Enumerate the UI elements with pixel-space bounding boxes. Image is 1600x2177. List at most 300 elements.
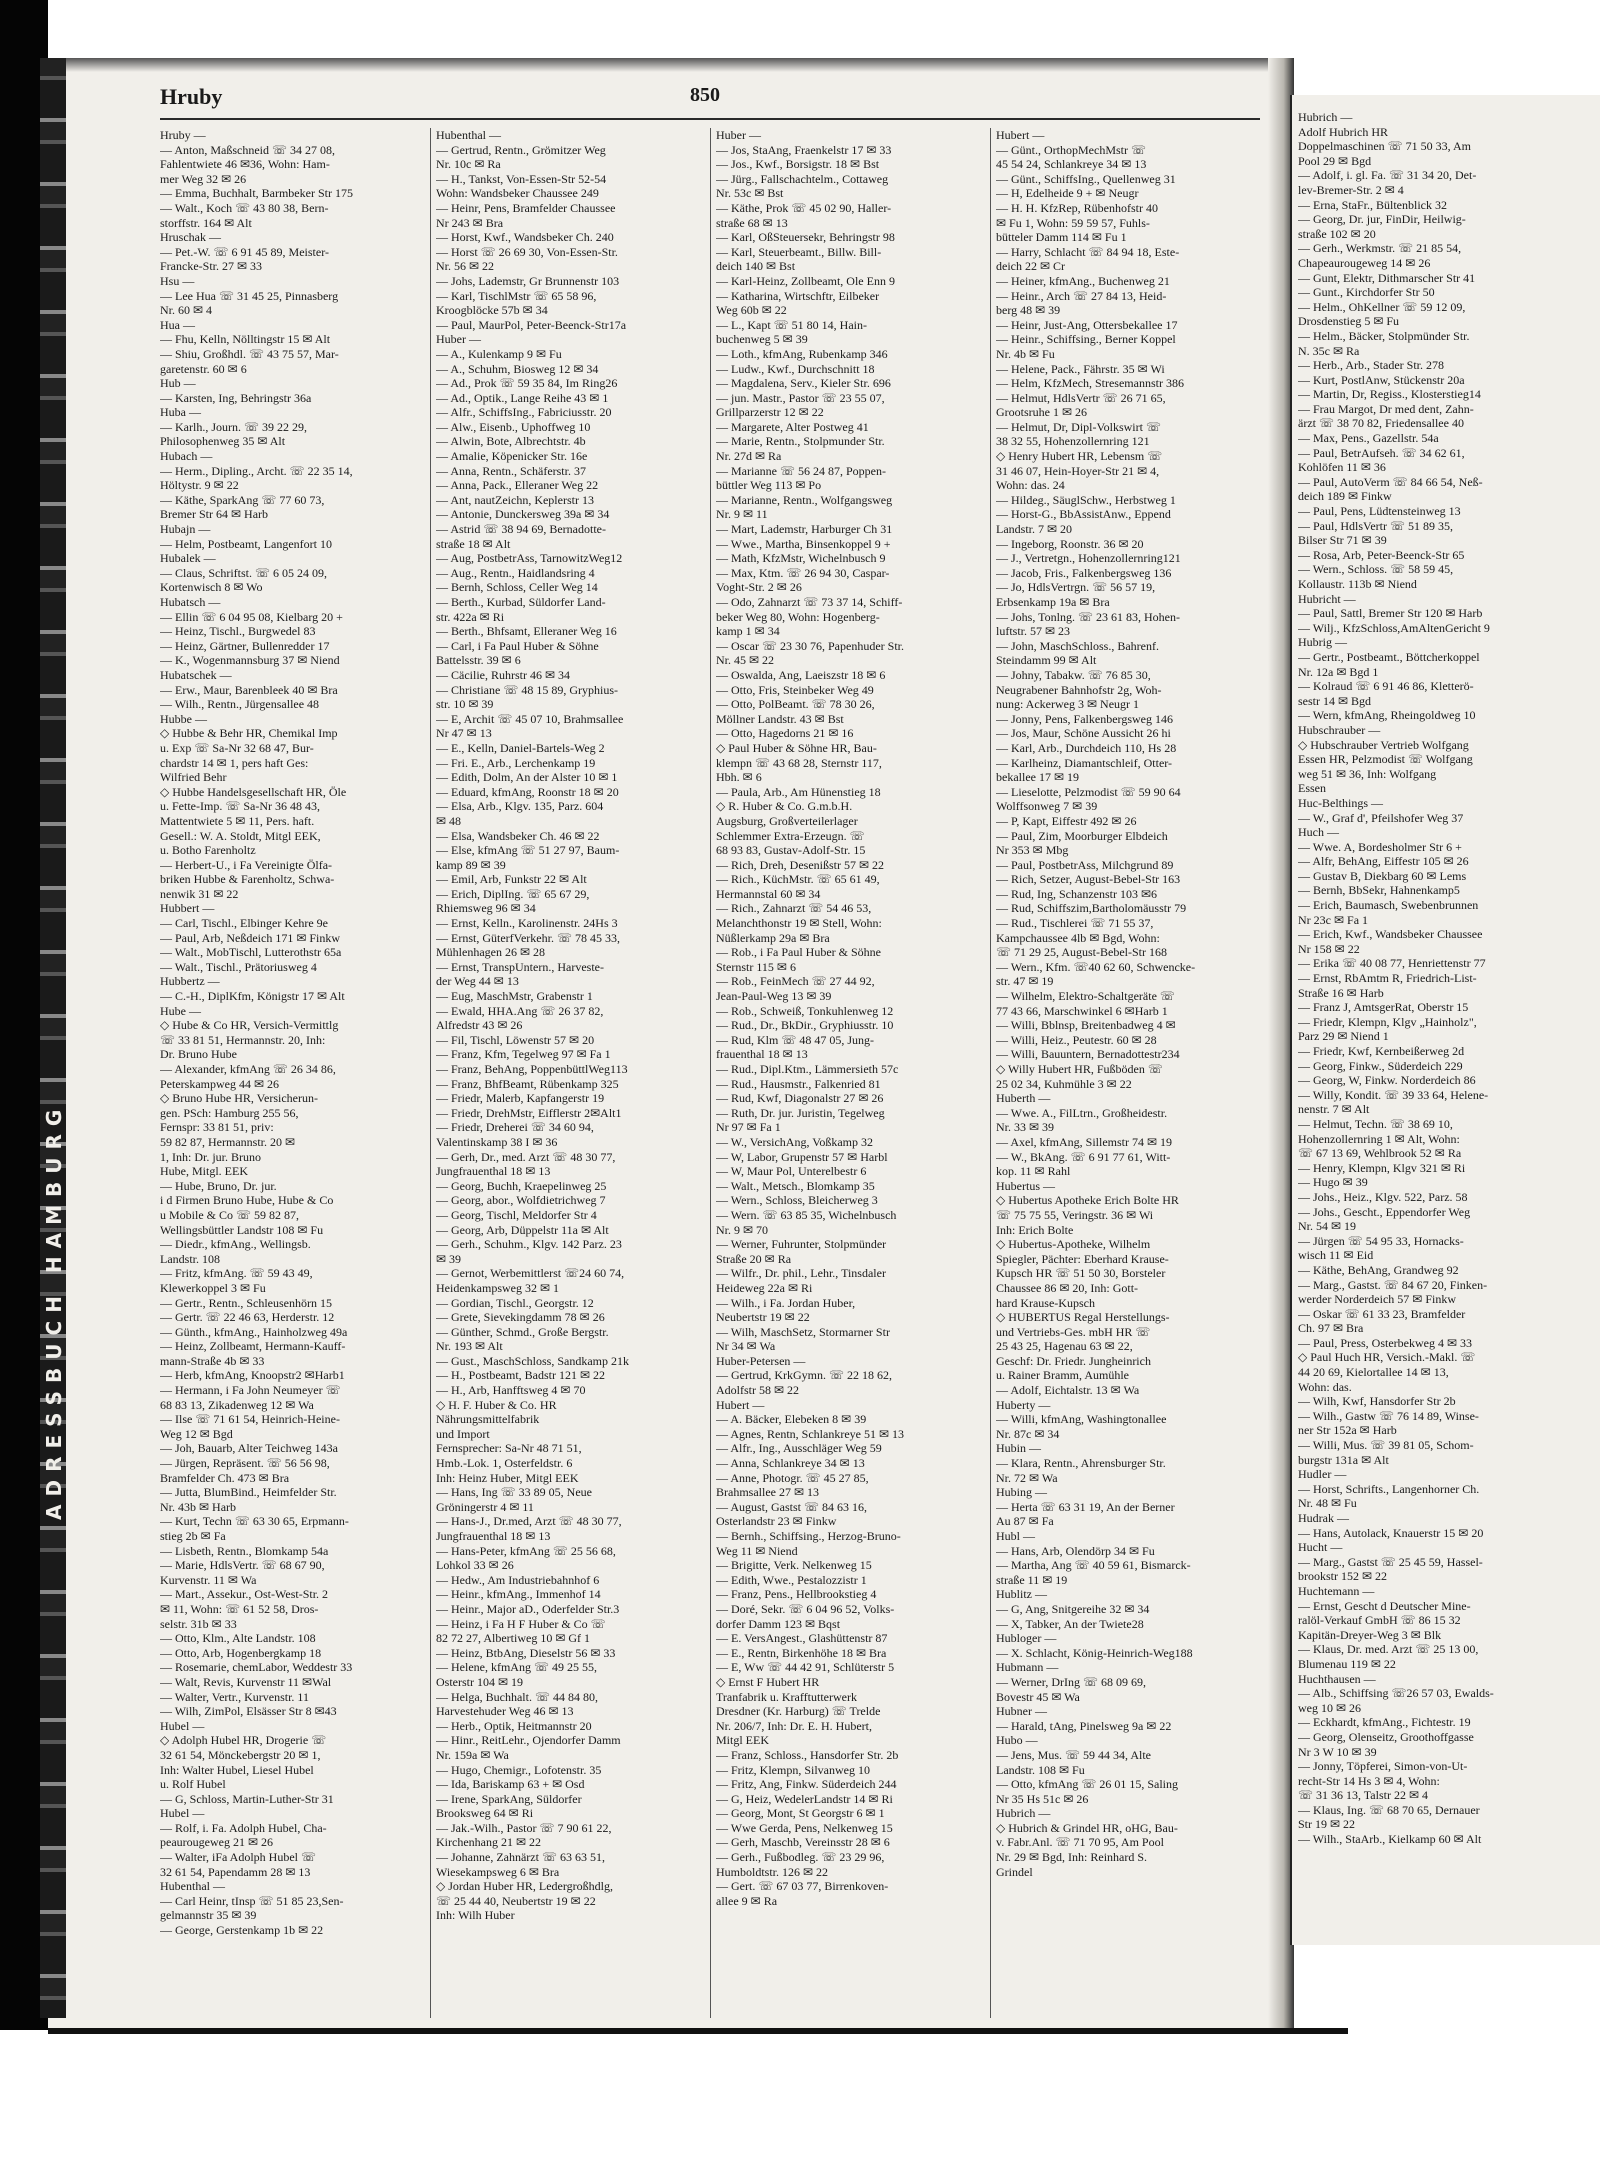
directory-line: dorfer Damm 123 ✉ Bqst [716,1616,841,1631]
directory-line: Rhiemsweg 96 ✉ 34 [436,901,536,916]
directory-line: — Ingeborg, Roonstr. 36 ✉ 20 [996,536,1144,551]
directory-line: — Walt., MobTischl, Lutterothstr 65a [160,945,342,960]
directory-line: — Oswalda, Ang, Laeiszstr 18 ✉ 6 [716,667,886,682]
directory-line: Nr. 54 ✉ 19 [1298,1219,1357,1234]
directory-line: — Günth., kfmAng., Hainholzweg 49a [160,1324,348,1339]
directory-line: Nr. 10c ✉ Ra [436,157,501,172]
directory-line: frauenthal 18 ✉ 13 [716,1047,808,1062]
directory-line: — Gertr., Postbeamt., Böttcherkoppel [1298,649,1480,664]
directory-line: Inh: Heinz Huber, Mitgl EEK [436,1470,579,1485]
directory-line: — Agnes, Rentn, Schlankreye 51 ✉ 13 [716,1426,905,1441]
directory-line: — Jürgen, Repräsent. ☏ 56 56 98, [160,1456,330,1471]
directory-line: — Heinz, i Fa H F Huber & Co ☏ [436,1616,606,1631]
directory-line: u. Exp ☏ Sa-Nr 32 68 47, Bur- [160,740,314,755]
directory-line: — Heiner, kfmAng., Buchenweg 21 [996,273,1170,288]
directory-line: — Karl, Steuerbeamt., Billw. Bill- [716,244,882,259]
directory-line: — Antonie, Dunckersweg 39a ✉ 34 [436,507,610,522]
directory-line: Wolffsonweg 7 ✉ 39 [996,799,1098,814]
directory-line: — Otto, Arb, Hogenbergkamp 18 [160,1645,322,1660]
directory-line: — Anna, Rentn., Schäferstr. 37 [436,463,586,478]
directory-line: berg 48 ✉ 39 [996,303,1061,318]
directory-line: — Edith, Wwe., Pestalozzistr 1 [716,1572,867,1587]
directory-line: — Willi, Bblnsp, Breitenbadweg 4 ✉ [996,1018,1176,1033]
directory-line: Hubert — [716,1397,765,1412]
directory-line: — Horst, Kwf., Wandsbeker Ch. 240 [436,230,614,245]
directory-line: — Aug, PostbetrAss, TarnowitzWeg12 [436,551,623,566]
directory-line: — Georg, Olenseitz, Groothoffgasse [1298,1729,1474,1744]
directory-line: — Georg, W, Finkw. Norderdeich 86 [1298,1073,1476,1088]
directory-line: Nr. 193 ✉ Alt [436,1339,503,1354]
directory-line: ◇ Jordan Huber HR, Ledergroßhdlg, [436,1879,613,1894]
directory-line: — Fri. E., Arb., Lerchenkamp 19 [436,755,596,770]
directory-line: nung: Ackerweg 3 ✉ Neugr 1 [996,697,1140,712]
directory-line: — Rich., Zahnarzt ☏ 54 46 53, [716,901,872,916]
directory-line: weg 10 ✉ 26 [1298,1700,1362,1715]
directory-line: Nr. 48 ✉ Fu [1298,1496,1357,1511]
directory-line: Hmb.-Lok. 1, Osterfeldstr. 6 [436,1456,573,1471]
directory-line: — Harry, Schlacht ☏ 84 94 18, Este- [996,244,1180,259]
directory-line: — W, Labor, Grupenstr 57 ✉ Harbl [716,1149,888,1164]
directory-line: u Mobile & Co ☏ 59 82 87, [160,1207,300,1222]
directory-line: — Erika ☏ 40 08 77, Henriettenstr 77 [1298,956,1486,971]
directory-line: — Wilh, ZimPol, Elsässer Str 8 ✉43 [160,1704,337,1719]
directory-line: Tranfabrik u. Krafftutterwerk [716,1689,857,1704]
directory-line: — J., Vertretgn., Hohenzollernring121 [996,551,1181,566]
directory-line: Ch. 97 ✉ Bra [1298,1321,1364,1336]
directory-line: Nüßlerkamp 29a ✉ Bra [716,930,830,945]
directory-line: Hub — [160,376,196,391]
directory-line: — Wwe., Martha, Binsenkoppel 9 + [716,536,891,551]
directory-line: — Käthe, Prok ☏ 45 02 90, Haller- [716,200,892,215]
directory-line: — Horst-G., BbAssistAnw., Eppend [996,507,1171,522]
directory-line: — Ida, Bariskamp 63 + ✉ Osd [436,1777,585,1792]
directory-line: 38 32 55, Hohenzollernring 121 [996,434,1150,449]
directory-line: — Friedr, Klempn, Klgv „Hainholz", [1298,1014,1477,1029]
directory-line: Höltystr. 9 ✉ 22 [160,478,239,493]
directory-line: — Max, Ktm. ☏ 26 94 30, Caspar- [716,565,890,580]
header-rule [160,118,1260,120]
directory-line: Nr. 29 ✉ Bgd, Inh: Reinhard S. [996,1850,1148,1865]
directory-line: Hubrig — [1298,635,1347,650]
directory-line: — Otto, Fris, Steinbeker Weg 49 [716,682,874,697]
directory-line: Hubbert — [160,901,215,916]
directory-line: — E, Ww ☏ 44 42 91, Schlüterstr 5 [716,1660,895,1675]
directory-line: Hubenthal — [436,128,501,142]
directory-line: lev-Bremer-Str. 2 ✉ 4 [1298,182,1404,197]
directory-line: — Ad., Prok ☏ 59 35 84, Im Ring26 [436,376,618,391]
directory-line: — Johs., Heiz., Klgv. 522, Parz. 58 [1298,1189,1468,1204]
directory-line: Brooksweg 64 ✉ Ri [436,1806,534,1821]
directory-line: Hubach — [160,449,213,464]
directory-line: ◇ Adolph Hubel HR, Drogerie ☏ [160,1733,327,1748]
directory-line: werder Norderdeich 57 ✉ Finkw [1298,1292,1457,1307]
directory-line: — Christiane ☏ 48 15 89, Gryphius- [436,682,618,697]
directory-line: straße 68 ✉ 13 [716,215,788,230]
directory-line: — Horst ☏ 26 69 30, Von-Essen-Str. [436,244,618,259]
directory-line: — Ellin ☏ 6 04 95 08, Kielbarg 20 + [160,609,343,624]
directory-line: ☏ 33 81 51, Hermannstr. 20, Inh: [160,1032,326,1047]
directory-line: — W, Maur Pol, Unterelbestr 6 [716,1164,867,1179]
directory-line: 1, Inh: Dr. jur. Bruno [160,1149,261,1164]
directory-line: Hruschak — [160,230,221,245]
directory-line: 45 54 24, Schlankreye 34 ✉ 13 [996,157,1147,172]
directory-line: — Jens, Mus. ☏ 59 44 34, Alte [996,1747,1152,1762]
directory-line: Hubrich — [996,1806,1051,1821]
directory-line: — Walt., Metsch., Blomkamp 35 [716,1178,875,1193]
directory-line: Dresdner (Kr. Harburg) ☏ Trelde [716,1704,881,1719]
directory-line: Neugrabener Bahnhofstr 2g, Woh- [996,682,1162,697]
directory-line: Kupsch HR ☏ 51 50 30, Borsteler [996,1266,1166,1281]
directory-line: Hubmann — [996,1660,1059,1675]
directory-line: Inh: Walter Hubel, Liesel Hubel [160,1762,314,1777]
directory-line: — Amalie, Köpenicker Str. 16e [436,449,588,464]
scan-border-bottom [48,2028,1348,2034]
directory-line: Francke-Str. 27 ✉ 33 [160,259,263,274]
directory-line: — Helga, Buchhalt. ☏ 44 84 80, [436,1689,598,1704]
directory-line: — Rosemarie, chemLabor, Weddestr 33 [160,1660,353,1675]
directory-line: gelmannstr 35 ✉ 39 [160,1908,257,1923]
directory-line: Melanchthonstr 19 ✉ Stell, Wohn: [716,916,882,931]
directory-line: — Alfr., SchiffsIng., Fabriciusstr. 20 [436,405,612,420]
directory-line: — E, Archit ☏ 45 07 10, Brahmsallee [436,711,624,726]
directory-line: — Hans-Peter, kfmAng ☏ 25 56 68, [436,1543,616,1558]
directory-line: — Erich, Kwf., Wandsbeker Chaussee [1298,927,1483,942]
directory-line: — Marianne, Rentn., Wolfgangsweg [716,492,893,507]
directory-line: mann-Straße 4b ✉ 33 [160,1353,265,1368]
directory-line: — Ant, nautZeichn, Keplerstr 13 [436,492,594,507]
directory-line: — Claus, Schriftst. ☏ 6 05 24 09, [160,565,328,580]
directory-line: — Gerh., Fußbodleg. ☏ 23 29 96, [716,1850,885,1865]
directory-line: — X, Tabker, An der Twiete28 [996,1616,1144,1631]
directory-line: — Rob., i Fa Paul Huber & Söhne [716,945,881,960]
directory-line: Wohn: Wandsbeker Chaussee 249 [436,186,599,201]
column-rule [430,128,431,2018]
directory-line: — Karsten, Ing, Behringstr 36a [160,390,312,405]
directory-line: — Lisbeth, Rentn., Blomkamp 54a [160,1543,329,1558]
directory-line: — Wwe. A., FilLtrn., Großheidestr. [996,1105,1168,1120]
directory-line: Nr. 159a ✉ Wa [436,1747,509,1762]
directory-line: Nr 158 ✉ 22 [1298,941,1360,956]
directory-line: garetenstr. 60 ✉ 6 [160,361,247,376]
directory-line: — Karl-Heinz, Zollbeamt, Ole Enn 9 [716,273,895,288]
directory-line: Hudrak — [1298,1511,1349,1525]
directory-line: Nr. 12a ✉ Bgd 1 [1298,664,1379,679]
directory-line: ◇ Paul Huch HR, Versich.-Makl. ☏ [1298,1350,1476,1365]
directory-line: 25 02 34, Kuhmühle 3 ✉ 22 [996,1076,1132,1091]
directory-line: Grindel [996,1864,1033,1879]
directory-line: — Fritz, kfmAng. ☏ 59 43 49, [160,1266,313,1281]
directory-line: i d Firmen Bruno Hube, Hube & Co [160,1193,334,1208]
directory-line: ☏ 25 44 40, Neubertstr 19 ✉ 22 [436,1893,596,1908]
directory-line: recht-Str 14 Hs 3 ✉ 4, Wohn: [1298,1773,1440,1788]
directory-line: Erbsenkamp 19a ✉ Bra [996,595,1110,609]
directory-line: Hubel — [160,1718,205,1733]
directory-line: Hua — [160,317,195,332]
directory-line: sestr 14 ✉ Bgd [1298,693,1372,708]
directory-line: Hubajn — [160,522,211,537]
directory-line: — Hube, Bruno, Dr. jur. [160,1178,277,1193]
directory-line: Bilser Str 71 ✉ 39 [1298,533,1387,548]
directory-line: — Heinr., Arch ☏ 27 84 13, Heid- [996,288,1167,303]
directory-line: Wohn: das. 24 [996,478,1065,493]
directory-line: — Fil, Tischl, Löwenstr 57 ✉ 20 [436,1032,595,1047]
directory-line: v. Fabr.Anl. ☏ 71 70 95, Am Pool [996,1835,1164,1850]
directory-line: — Jos, Maur, Schöne Aussicht 26 hi [996,726,1171,741]
directory-line: — Helmut, Dr, Dipl-Volkswirt ☏ [996,419,1161,434]
directory-line: — Gert. ☏ 67 03 77, Birrenkoven- [716,1879,889,1894]
directory-line: — Franz, Kfm, Tegelweg 97 ✉ Fa 1 [436,1047,611,1062]
directory-line: Hubbe — [160,711,207,726]
directory-line: — Jutta, BlumBind., Heimfelder Str. [160,1485,337,1500]
directory-line: — Paula, Arb., Am Hünenstieg 18 [716,784,881,799]
directory-line: — E. VersAngest., Glashüttenstr 87 [716,1631,888,1646]
directory-line: — Hans, Arb, Olendörp 34 ✉ Fu [996,1543,1155,1558]
directory-line: straße 102 ✉ 20 [1298,226,1376,241]
directory-line: — Franz, Pens., Hellbrookstieg 4 [716,1587,877,1602]
directory-line: — Ernst, Kelln., Karolinenstr. 24Hs 3 [436,916,618,931]
directory-line: — Joh, Bauarb, Alter Teichweg 143a [160,1441,338,1456]
directory-line: — Heinz, Tischl., Burgwedel 83 [160,624,316,639]
directory-line: Hruby — [160,128,206,142]
directory-line: — Axel, kfmAng, Sillemstr 74 ✉ 19 [996,1134,1173,1149]
directory-line: — Heinr., Major aD., Oderfelder Str.3 [436,1601,620,1616]
directory-line: — Eckhardt, kfmAng., Fichtestr. 19 [1298,1715,1471,1730]
directory-line: Huchthausen — [1298,1671,1376,1686]
directory-line: u. Fette-Imp. ☏ Sa-Nr 36 48 43, [160,799,320,814]
directory-line: Fernsprecher: Sa-Nr 48 71 51, [436,1441,582,1456]
directory-line: — Irene, SparkAng, Süldorfer [436,1791,582,1806]
directory-line: Nr 35 Hs 51c ✉ 26 [996,1791,1089,1806]
directory-line: — Heinr, Pens, Bramfelder Chaussee [436,200,616,215]
directory-line: nenstr. 7 ✉ Alt [1298,1102,1370,1117]
directory-line: — Georg, Mont, St Georgstr 6 ✉ 1 [716,1806,885,1821]
directory-line: — Georg, abor., Wolfdietrichweg 7 [436,1193,606,1208]
directory-line: Inh: Wilh Huber [436,1908,515,1923]
directory-line: — Berth., Kurbad, Süldorfer Land- [436,595,606,609]
directory-line: Mitgl EEK [716,1733,769,1748]
directory-line: — Klaus, Ing. ☏ 68 70 65, Dernauer [1298,1802,1480,1817]
directory-line: ◇ Hube & Co HR, Versich-Vermittlg [160,1018,339,1033]
directory-line: — Gertrud, KrkGymn. ☏ 22 18 62, [716,1368,892,1383]
directory-line: — Pet.-W. ☏ 6 91 45 89, Meister- [160,244,329,259]
directory-line: Landstr. 7 ✉ 20 [996,522,1073,537]
directory-line: — Lieselotte, Pelzmodist ☏ 59 90 64 [996,784,1181,799]
directory-line: — Gernot, Werbemittlerst ☏24 60 74, [436,1266,625,1281]
directory-line: — Helmut, Techn. ☏ 38 69 10, [1298,1116,1453,1131]
directory-line: — Johs, Tonlng. ☏ 23 61 83, Hohen- [996,609,1180,624]
directory-line: ner Str 152a ✉ Harb [1298,1423,1397,1438]
directory-line: — Hildeg., SäuglSchw., Herbstweg 1 [996,492,1176,507]
directory-line: Steindamm 99 ✉ Alt [996,653,1097,668]
directory-line: — Rud., Dr., BkDir., Gryphiusstr. 10 [716,1018,894,1033]
directory-line: — A., Kulenkamp 9 ✉ Fu [436,346,562,361]
directory-line: — Elsa, Arb., Klgv. 135, Parz. 604 [436,799,604,814]
directory-line: — Gustav B, Diekbarg 60 ✉ Lems [1298,868,1467,883]
directory-line: — Paul, HdlsVertr ☏ 51 89 35, [1298,518,1453,533]
directory-line: Drosdenstieg 5 ✉ Fu [1298,314,1400,329]
directory-line: — Willi, kfmAng, Washingtonallee [996,1412,1167,1427]
directory-line: — Friedr, Dreherei ☏ 34 60 94, [436,1120,594,1135]
directory-line: str. 10 ✉ 39 [436,697,494,712]
directory-line: Hubricht — [1298,591,1356,606]
directory-line: ◇ HUBERTUS Regal Herstellungs- [996,1310,1170,1325]
directory-line: 32 61 54, Papendamm 28 ✉ 13 [160,1864,311,1879]
directory-line: — Georg, Finkw., Süderdeich 229 [1298,1058,1463,1073]
directory-line: — H., Tankst, Von-Essen-Str 52-54 [436,171,607,186]
directory-line: — H., Postbeamt, Badstr 121 ✉ 22 [436,1368,606,1383]
directory-line: — Hermann, i Fa John Neumeyer ☏ [160,1383,341,1398]
directory-line: — Walter, iFa Adolph Hubel ☏ [160,1850,316,1865]
directory-line: — Elsa, Wandsbeker Ch. 46 ✉ 22 [436,828,600,843]
directory-line: — Wern. ☏ 63 85 35, Wichelnbusch [716,1207,897,1222]
directory-line: luftstr. 57 ✉ 23 [996,624,1071,639]
directory-line: — Wwe. A, Bordesholmer Str 6 + [1298,839,1462,854]
directory-line: — Anna, Pack., Elleraner Weg 22 [436,478,599,493]
directory-line: — Marg., Gastst. ☏ 84 67 20, Finken- [1298,1277,1488,1292]
directory-line: ◇ Paul Huber & Söhne HR, Bau- [716,740,877,755]
directory-line: bütteler Damm 114 ✉ Fu 1 [996,230,1127,245]
directory-line: ◇ Hubbe & Behr HR, Chemikal Imp [160,726,338,741]
directory-line: Jungfrauenthal 18 ✉ 13 [436,1529,551,1543]
directory-line: peaurougeweg 21 ✉ 26 [160,1835,274,1850]
directory-line: — Gerh., Schuhm., Klgv. 142 Parz. 23 [436,1237,622,1252]
directory-line: — Günt., OrthopMechMstr ☏ [996,142,1146,157]
directory-line: ralöl-Verkauf GmbH ☏ 86 15 32 [1298,1613,1461,1628]
directory-line: — Ernst, GüterfVerkehr. ☏ 78 45 33, [436,930,620,945]
directory-line: — Rosa, Arb, Peter-Beenck-Str 65 [1298,547,1465,562]
directory-line: gen. PSch: Hamburg 255 56, [160,1105,299,1120]
directory-line: stieg 2b ✉ Fa [160,1529,226,1543]
directory-line: — Heinr., kfmAng., Immenhof 14 [436,1587,601,1602]
directory-line: — H., Arb, Hanfftsweg 4 ✉ 70 [436,1383,586,1398]
directory-line: kop. 11 ✉ Rahl [996,1164,1071,1179]
directory-line: — L., Kapt ☏ 51 80 14, Hain- [716,317,867,332]
directory-line: — Walt, Revis, Kurvenstr 11 ✉Wal [160,1674,332,1689]
directory-line: Straße 20 ✉ Ra [716,1251,792,1266]
directory-line: — Helene, Pack., Fährstr. 35 ✉ Wi [996,361,1165,376]
directory-line: — Margarete, Alter Postweg 41 [716,419,869,434]
directory-line: — Käthe, SparkAng ☏ 77 60 73, [160,492,325,507]
directory-line: — Jos, StaAng, Fraenkelstr 17 ✉ 33 [716,142,892,157]
directory-line: — Georg, Arb, Düppelstr 11a ✉ Alt [436,1222,609,1237]
directory-line: — Walter, Vertr., Kurvenstr. 11 [160,1689,309,1704]
directory-line: Nr. 53c ✉ Bst [716,186,784,201]
directory-line: — Heinr., Schiffsing., Berner Koppel [996,332,1176,347]
directory-line: — P, Kapt, Eiffestr 492 ✉ 26 [996,813,1137,828]
directory-line: — Marianne ☏ 56 24 87, Poppen- [716,463,886,478]
directory-line: nenwik 31 ✉ 22 [160,886,239,901]
directory-line: Pool 29 ✉ Bgd [1298,153,1372,168]
directory-line: — Alw., Eisenb., Uphoffweg 10 [436,419,591,434]
directory-line: ✉ Fu 1, Wohn: 59 59 57, Fuhls- [996,215,1150,230]
directory-line: — Jos., Kwf., Borsigstr. 18 ✉ Bst [716,157,880,172]
directory-line: Hubbertz — [160,974,220,989]
directory-line: — Helm, KfzMech, Stresemannstr 386 [996,376,1184,391]
directory-line: kamp 1 ✉ 34 [716,624,780,639]
directory-line: Nr. 4b ✉ Fu [996,346,1055,361]
directory-line: — Karlheinz, Diamantschleif, Otter- [996,755,1173,770]
directory-line: Fahlentwiete 46 ✉36, Wohn: Ham- [160,157,330,172]
directory-line: — Johanne, Zahnärzt ☏ 63 63 51, [436,1850,605,1865]
directory-line: Chapeaurougeweg 14 ✉ 26 [1298,255,1431,270]
directory-line: — Wilh., Gastw ☏ 76 14 89, Winse- [1298,1408,1479,1423]
column-rule [990,128,991,2018]
directory-line: briken Hubbe & Farenholtz, Schwa- [160,872,335,887]
directory-line: — Klaus, Dr. med. Arzt ☏ 25 13 00, [1298,1642,1479,1657]
directory-line: — Paul, Zim, Moorburger Elbdeich [996,828,1168,843]
directory-line: — Marg., Gastst ☏ 25 45 59, Hassel- [1298,1554,1483,1569]
directory-line: — Odo, Zahnarzt ☏ 73 37 14, Schiff- [716,595,903,609]
directory-line: Hohenzollernring 1 ✉ Alt, Wohn: [1298,1131,1460,1146]
directory-line: Nr. 45 ✉ 22 [716,653,775,668]
directory-line: — Rud., Hausmstr., Falkenried 81 [716,1076,881,1091]
directory-line: — Bernh, Schloss, Celler Weg 14 [436,580,598,595]
directory-line: — Heinz, Zollbeamt, Hermann-Kauff- [160,1339,346,1354]
directory-line: Peterskampweg 44 ✉ 26 [160,1076,280,1091]
directory-line: Hubatsch — [160,595,221,609]
directory-line: — Grete, Sievekingdamm 78 ✉ 26 [436,1310,605,1325]
directory-line: Gesell.: W. A. Stoldt, Mitgl EEK, [160,828,321,843]
directory-line: Grootsruhe 1 ✉ 26 [996,405,1088,420]
directory-line: — Katharina, Wirtschftr, Eilbeker [716,288,880,303]
directory-line: — Alb., Schiffsing ☏26 57 03, Ewalds- [1298,1686,1494,1701]
directory-line: — Herm., Dipling., Archt. ☏ 22 35 14, [160,463,353,478]
directory-line: 44 20 69, Kielortallee 14 ✉ 13, [1298,1365,1449,1380]
directory-line: — Heinz, BtbAng, Dieselstr 56 ✉ 33 [436,1645,616,1660]
directory-line: — Rud, Klm ☏ 48 47 05, Jung- [716,1032,875,1047]
directory-line: Weg 60b ✉ 22 [716,303,787,318]
directory-line: — Mart, Lademstr, Harburger Ch 31 [716,522,893,537]
directory-line: — Walt., Koch ☏ 43 80 38, Bern- [160,200,329,215]
directory-line: — Anne, Photogr. ☏ 45 27 85, [716,1470,869,1485]
directory-line: — Jürgen ☏ 54 95 33, Hornacks- [1298,1233,1464,1248]
directory-line: — Erich, DiplIng. ☏ 65 67 29, [436,886,590,901]
directory-column-1 [160,128,424,1938]
directory-line: u. Rainer Bramm, Aumühle [996,1368,1129,1383]
directory-line: — K., Wogenmannsburg 37 ✉ Niend [160,653,340,668]
directory-line: — Wilh., StaArb., Kielkamp 60 ✉ Alt [1298,1832,1482,1847]
directory-line: allee 9 ✉ Ra [716,1893,778,1908]
directory-line: Nr 353 ✉ Mbg [996,843,1069,858]
directory-line: Nr. 87c ✉ 34 [996,1426,1060,1441]
directory-line: Bremer Str 64 ✉ Harb [160,507,269,522]
directory-line: klempn ☏ 43 68 28, Sternstr 117, [716,755,882,770]
directory-line: — W., VersichAng, Voßkamp 32 [716,1134,874,1149]
directory-line: Hubl — [996,1529,1035,1543]
directory-line: — Gertrud, Rentn., Grömitzer Weg [436,142,606,157]
directory-line: — Helene, kfmAng ☏ 49 25 55, [436,1660,597,1675]
directory-line: — H. H. KfzRep, Rübenhofstr 40 [996,200,1158,215]
directory-line: — Ad., Optik., Lange Reihe 43 ✉ 1 [436,390,609,405]
directory-line: Hermannstal 60 ✉ 34 [716,886,821,901]
directory-line: ◇ Hubrich & Grindel HR, oHG, Bau- [996,1820,1178,1835]
directory-line: — W., Graf d', Pfeilshofer Weg 37 [1298,810,1464,825]
directory-line: — Martin, Dr, Regiss., Klosterstieg14 [1298,387,1481,402]
directory-line: — Rolf, i. Fa. Adolph Hubel, Cha- [160,1820,327,1835]
directory-line: Huc-Belthings — [1298,795,1383,810]
directory-line: — Anna, Schlankreye 34 ✉ 13 [716,1456,865,1471]
directory-line: — Rud., Tischlerei ☏ 71 55 37, [996,916,1154,931]
directory-line: — Gerh, Maschb, Vereinsstr 28 ✉ 6 [716,1835,890,1850]
directory-line: Adolfstr 58 ✉ 22 [716,1383,800,1398]
directory-line: Hsu — [160,273,195,288]
directory-line: — Bernh, BbSekr, Hahnenkamp5 [1298,883,1460,898]
directory-line: Nr. 72 ✉ Wa [996,1470,1058,1485]
directory-line: — E., Kelln, Daniel-Bartels-Weg 2 [436,740,605,755]
directory-line: — Georg, Buchh, Kraepelinweg 25 [436,1178,607,1193]
directory-line: 77 43 66, Marschwinkel 6 ✉Harb 1 [996,1003,1168,1018]
directory-line: — H, Edelheide 9 + ✉ Neugr [996,186,1139,201]
